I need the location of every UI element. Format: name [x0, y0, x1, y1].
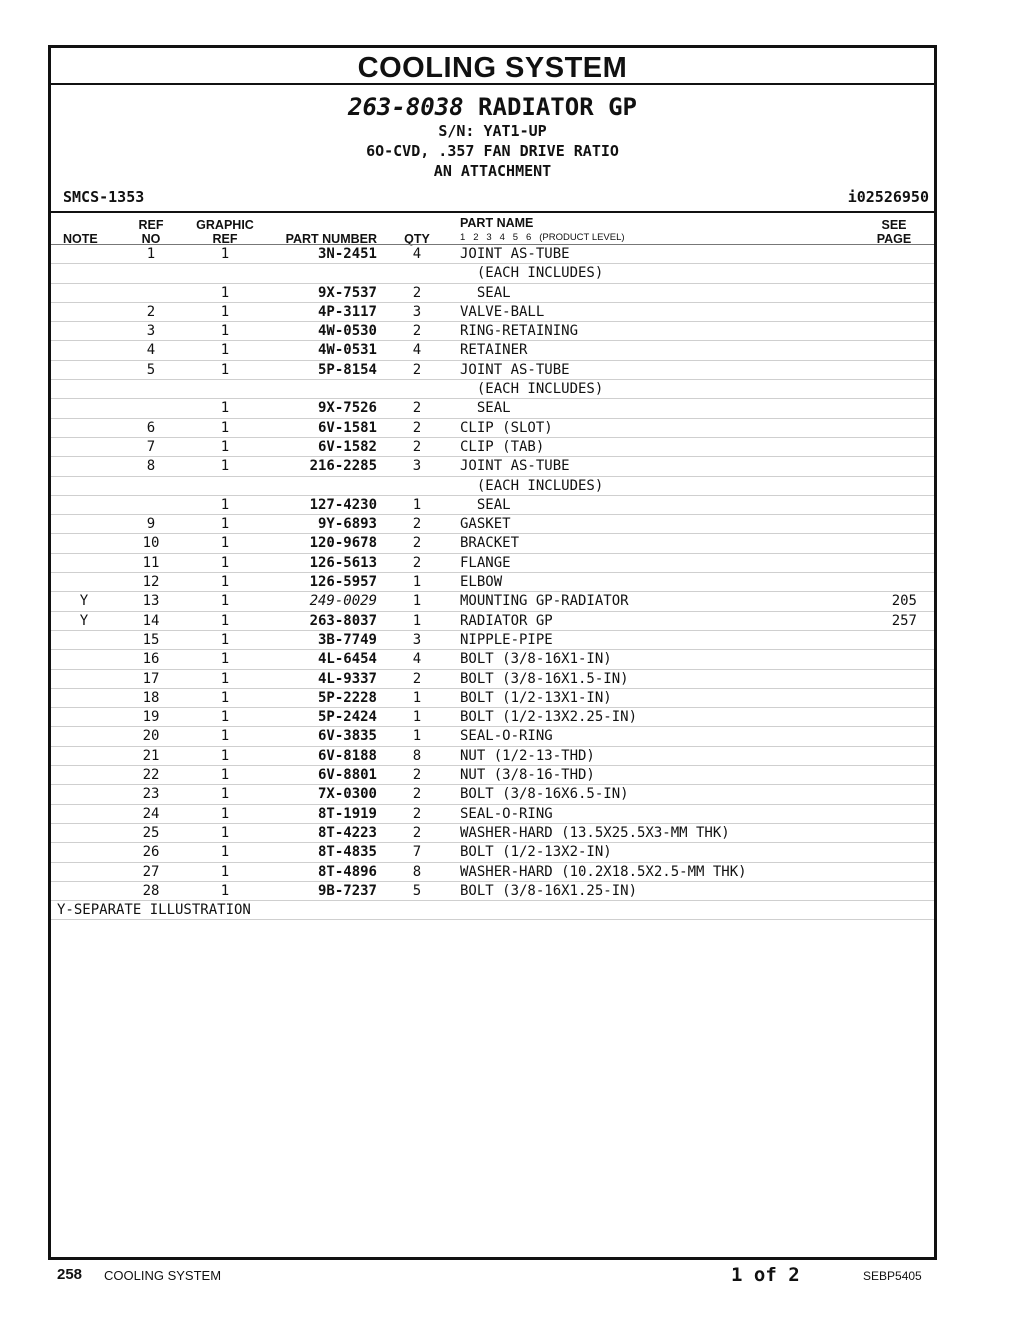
- cell-graphic-ref: 1: [220, 400, 230, 417]
- cell-ref-no: 28: [142, 882, 160, 899]
- col-see-page-header-top: SEE: [881, 218, 907, 232]
- cell-graphic-ref: 1: [220, 651, 230, 668]
- cell-graphic-ref: 1: [220, 361, 230, 378]
- cell-graphic-ref: 1: [220, 342, 230, 359]
- cell-qty: 1: [412, 496, 422, 513]
- cell-graphic-ref: 1: [220, 882, 230, 899]
- cell-part-number: 126-5613: [309, 554, 377, 571]
- cell-part-number: 8T-4223: [317, 824, 377, 841]
- smcs-code: SMCS-1353: [63, 188, 145, 206]
- cell-qty: 4: [412, 342, 422, 359]
- cell-graphic-ref: 1: [220, 805, 230, 822]
- document-id: i02526950: [847, 188, 929, 206]
- cell-graphic-ref: 1: [220, 574, 230, 591]
- cell-graphic-ref: 1: [220, 844, 230, 861]
- cell-see-page: 205: [891, 593, 917, 610]
- cell-ref-no: 6: [146, 419, 156, 436]
- cell-part-name: NIPPLE-PIPE: [460, 631, 553, 648]
- table-row: [51, 341, 934, 360]
- cell-part-number: 3N-2451: [317, 246, 377, 262]
- cell-part-name: SEAL-O-RING: [460, 805, 553, 822]
- cell-part-number: 9Y-6893: [317, 516, 377, 533]
- cell-part-number: 249-0029: [309, 593, 377, 610]
- table-row: [51, 670, 934, 689]
- cell-part-name: BOLT (1/2-13X1-IN): [460, 689, 612, 706]
- cell-ref-no: 10: [142, 535, 160, 552]
- cell-qty: 8: [412, 863, 422, 880]
- cell-part-name: BOLT (3/8-16X1-IN): [460, 651, 612, 668]
- cell-part-number: 5P-2228: [317, 689, 377, 706]
- cell-part-number: 8T-1919: [317, 805, 377, 822]
- cell-part-number: 7X-0300: [317, 786, 377, 803]
- table-row: [51, 284, 934, 303]
- col-graphic-header-top: GRAPHIC: [196, 218, 254, 232]
- cell-qty: 2: [412, 767, 422, 784]
- cell-ref-no: 13: [142, 593, 160, 610]
- table-row: [51, 438, 934, 457]
- cell-part-number: 8T-4835: [317, 844, 377, 861]
- table-row: [51, 380, 934, 399]
- cell-part-number: 126-5957: [309, 574, 377, 591]
- cell-note: Y: [79, 612, 89, 629]
- cell-ref-no: 14: [142, 612, 160, 629]
- cell-qty: 1: [412, 689, 422, 706]
- cell-part-number: 216-2285: [309, 458, 377, 475]
- cell-qty: 1: [412, 593, 422, 610]
- group-header: [51, 93, 934, 181]
- cell-part-number: 9X-7526: [317, 400, 377, 417]
- cell-part-name: RETAINER: [460, 342, 528, 359]
- cell-graphic-ref: 1: [220, 728, 230, 745]
- col-ref-header-top: REF: [138, 218, 164, 232]
- table-row: [51, 245, 934, 264]
- cell-part-name: BOLT (1/2-13X2.25-IN): [460, 709, 638, 726]
- cell-part-number: 4W-0531: [317, 342, 377, 359]
- cell-ref-no: 21: [142, 747, 160, 764]
- cell-part-name: FLANGE: [460, 554, 511, 571]
- cell-qty: 2: [412, 419, 422, 436]
- page-of: 1 of 2: [731, 1264, 800, 1286]
- cell-graphic-ref: 1: [220, 458, 230, 475]
- page-number: 258: [57, 1266, 83, 1283]
- publication-number: SEBP5405: [863, 1269, 922, 1283]
- cell-part-number: 6V-1582: [317, 438, 377, 455]
- cell-part-name: BOLT (1/2-13X2-IN): [460, 844, 612, 861]
- col-see-page-header-bottom: PAGE: [876, 232, 912, 246]
- cell-part-name: (EACH INCLUDES): [460, 381, 604, 398]
- cell-graphic-ref: 1: [220, 284, 230, 301]
- cell-qty: 1: [412, 574, 422, 591]
- cell-ref-no: 16: [142, 651, 160, 668]
- cell-graphic-ref: 1: [220, 438, 230, 455]
- cell-ref-no: 24: [142, 805, 160, 822]
- group-description: 6O-CVD, .357 FAN DRIVE RATIO: [366, 142, 619, 160]
- cell-ref-no: 26: [142, 844, 160, 861]
- cell-qty: 2: [412, 805, 422, 822]
- cell-ref-no: 22: [142, 767, 160, 784]
- cell-qty: 1: [412, 728, 422, 745]
- cell-part-name: NUT (1/2-13-THD): [460, 747, 595, 764]
- cell-graphic-ref: 1: [220, 246, 230, 262]
- cell-qty: 1: [412, 709, 422, 726]
- cell-ref-no: 20: [142, 728, 160, 745]
- cell-part-number: 9B-7237: [317, 882, 377, 899]
- cell-part-name: GASKET: [460, 516, 511, 533]
- cell-part-name: RADIATOR GP: [460, 612, 553, 629]
- cell-ref-no: 5: [146, 361, 156, 378]
- cell-graphic-ref: 1: [220, 709, 230, 726]
- cell-part-number: 4W-0530: [317, 323, 377, 340]
- table-row: [51, 573, 934, 592]
- table-row: [51, 399, 934, 418]
- cell-part-name: JOINT AS-TUBE: [460, 458, 570, 475]
- cell-part-name: (EACH INCLUDES): [460, 265, 604, 282]
- cell-graphic-ref: 1: [220, 747, 230, 764]
- cell-ref-no: 17: [142, 670, 160, 687]
- cell-qty: 3: [412, 458, 422, 475]
- group-part-number: 263-8038: [348, 93, 464, 121]
- cell-part-number: 127-4230: [309, 496, 377, 513]
- table-row: [51, 747, 934, 766]
- table-row: [51, 650, 934, 669]
- parts-page-frame: [48, 45, 937, 1260]
- parts-table-body: [51, 245, 934, 920]
- table-row: [51, 843, 934, 862]
- cell-part-name: VALVE-BALL: [460, 303, 545, 320]
- cell-qty: 2: [412, 400, 422, 417]
- table-row: [51, 322, 934, 341]
- table-row: [51, 496, 934, 515]
- cell-part-name: SEAL-O-RING: [460, 728, 553, 745]
- cell-part-number: 6V-8188: [317, 747, 377, 764]
- cell-graphic-ref: 1: [220, 631, 230, 648]
- cell-qty: 2: [412, 284, 422, 301]
- table-row: [51, 689, 934, 708]
- cell-ref-no: 18: [142, 689, 160, 706]
- title-bar: [51, 48, 934, 85]
- col-note-header: NOTE: [63, 232, 98, 246]
- serial-range: S/N: YAT1-UP: [438, 122, 547, 140]
- table-row: [51, 708, 934, 727]
- table-row: [51, 785, 934, 804]
- cell-part-number: 6V-3835: [317, 728, 377, 745]
- cell-graphic-ref: 1: [220, 419, 230, 436]
- col-qty-header: QTY: [404, 232, 430, 246]
- cell-part-name: NUT (3/8-16-THD): [460, 767, 595, 784]
- cell-graphic-ref: 1: [220, 670, 230, 687]
- cell-part-name: BOLT (3/8-16X1.25-IN): [460, 882, 638, 899]
- attachment-note: AN ATTACHMENT: [433, 162, 552, 180]
- cell-graphic-ref: 1: [220, 593, 230, 610]
- cell-see-page: 257: [891, 612, 917, 629]
- cell-part-number: 3B-7749: [317, 631, 377, 648]
- cell-part-name: JOINT AS-TUBE: [460, 246, 570, 262]
- table-row: [51, 554, 934, 573]
- cell-part-name: JOINT AS-TUBE: [460, 361, 570, 378]
- cell-ref-no: 11: [142, 554, 160, 571]
- cell-graphic-ref: 1: [220, 303, 230, 320]
- cell-part-number: 4L-6454: [317, 651, 377, 668]
- table-row: [51, 863, 934, 882]
- group-name: RADIATOR GP: [478, 93, 637, 121]
- cell-ref-no: 15: [142, 631, 160, 648]
- cell-qty: 2: [412, 554, 422, 571]
- cell-graphic-ref: 1: [220, 863, 230, 880]
- table-row: [51, 805, 934, 824]
- cell-part-name: CLIP (TAB): [460, 438, 545, 455]
- table-row: [51, 477, 934, 496]
- cell-part-number: 6V-8801: [317, 767, 377, 784]
- cell-part-number: 6V-1581: [317, 419, 377, 436]
- cell-part-number: 5P-8154: [317, 361, 377, 378]
- cell-part-number: 263-8037: [309, 612, 377, 629]
- table-row: [51, 303, 934, 322]
- cell-note: Y: [79, 593, 89, 610]
- cell-ref-no: 27: [142, 863, 160, 880]
- cell-qty: 2: [412, 786, 422, 803]
- cell-graphic-ref: 1: [220, 786, 230, 803]
- cell-graphic-ref: 1: [220, 689, 230, 706]
- cell-qty: 2: [412, 361, 422, 378]
- table-row: [51, 457, 934, 476]
- cell-part-number: 8T-4896: [317, 863, 377, 880]
- cell-graphic-ref: 1: [220, 767, 230, 784]
- section-title: COOLING SYSTEM: [357, 52, 628, 84]
- cell-qty: 3: [412, 631, 422, 648]
- col-part-name-header: PART NAME: [460, 216, 534, 230]
- cell-ref-no: 8: [146, 458, 156, 475]
- header-rule: [51, 211, 934, 213]
- cell-qty: 2: [412, 516, 422, 533]
- cell-graphic-ref: 1: [220, 535, 230, 552]
- cell-part-number: 9X-7537: [317, 284, 377, 301]
- cell-qty: 2: [412, 824, 422, 841]
- cell-graphic-ref: 1: [220, 554, 230, 571]
- cell-ref-no: 23: [142, 786, 160, 803]
- cell-qty: 4: [412, 651, 422, 668]
- cell-part-number: 4P-3117: [317, 303, 377, 320]
- cell-qty: 3: [412, 303, 422, 320]
- cell-part-name: WASHER-HARD (10.2X18.5X2.5-MM THK): [460, 863, 747, 880]
- cell-part-name: CLIP (SLOT): [460, 419, 553, 436]
- cell-part-name: BRACKET: [460, 535, 520, 552]
- table-row: [51, 419, 934, 438]
- cell-ref-no: 7: [146, 438, 156, 455]
- col-graphic-header-bottom: REF: [212, 232, 238, 246]
- cell-qty: 7: [412, 844, 422, 861]
- cell-part-name: MOUNTING GP-RADIATOR: [460, 593, 629, 610]
- cell-qty: 2: [412, 323, 422, 340]
- cell-graphic-ref: 1: [220, 516, 230, 533]
- cell-qty: 4: [412, 246, 422, 262]
- cell-qty: 2: [412, 670, 422, 687]
- cell-part-name: (EACH INCLUDES): [460, 477, 604, 494]
- cell-part-name: BOLT (3/8-16X1.5-IN): [460, 670, 629, 687]
- cell-part-number: 4L-9337: [317, 670, 377, 687]
- group-title: [51, 93, 934, 121]
- cell-part-number: 120-9678: [309, 535, 377, 552]
- table-row: [51, 592, 934, 611]
- cell-ref-no: 3: [146, 323, 156, 340]
- cell-ref-no: 4: [146, 342, 156, 359]
- col-part-number-header: PART NUMBER: [285, 232, 377, 246]
- cell-ref-no: 9: [146, 516, 156, 533]
- table-row: [51, 515, 934, 534]
- cell-ref-no: 25: [142, 824, 160, 841]
- table-row: [51, 612, 934, 631]
- cell-part-name: SEAL: [460, 284, 511, 301]
- cell-qty: 2: [412, 438, 422, 455]
- table-row: [51, 727, 934, 746]
- cell-qty: 5: [412, 882, 422, 899]
- cell-ref-no: 1: [146, 246, 156, 262]
- cell-part-name: BOLT (3/8-16X6.5-IN): [460, 786, 629, 803]
- cell-qty: 8: [412, 747, 422, 764]
- cell-graphic-ref: 1: [220, 323, 230, 340]
- col-ref-header-bottom: NO: [141, 232, 161, 246]
- table-row: [51, 534, 934, 553]
- cell-part-number: 5P-2424: [317, 709, 377, 726]
- footer-section: COOLING SYSTEM: [104, 1268, 222, 1283]
- footnote-separate-illustration: Y-SEPARATE ILLUSTRATION: [51, 901, 934, 920]
- table-row: [51, 264, 934, 283]
- table-row: [51, 361, 934, 380]
- cell-part-name: ELBOW: [460, 574, 503, 591]
- cell-qty: 2: [412, 535, 422, 552]
- cell-ref-no: 19: [142, 709, 160, 726]
- table-row: [51, 824, 934, 843]
- cell-graphic-ref: 1: [220, 612, 230, 629]
- table-row: [51, 766, 934, 785]
- cell-qty: 1: [412, 612, 422, 629]
- cell-graphic-ref: 1: [220, 824, 230, 841]
- cell-graphic-ref: 1: [220, 496, 230, 513]
- table-row: [51, 882, 934, 901]
- cell-part-name: WASHER-HARD (13.5X25.5X3-MM THK): [460, 824, 730, 841]
- product-level-legend: 1 2 3 4 5 6 (PRODUCT LEVEL): [460, 232, 625, 243]
- cell-part-name: RING-RETAINING: [460, 323, 579, 340]
- cell-ref-no: 12: [142, 574, 160, 591]
- table-row: [51, 631, 934, 650]
- cell-part-name: SEAL: [460, 400, 511, 417]
- cell-ref-no: 2: [146, 303, 156, 320]
- cell-part-name: SEAL: [460, 496, 511, 513]
